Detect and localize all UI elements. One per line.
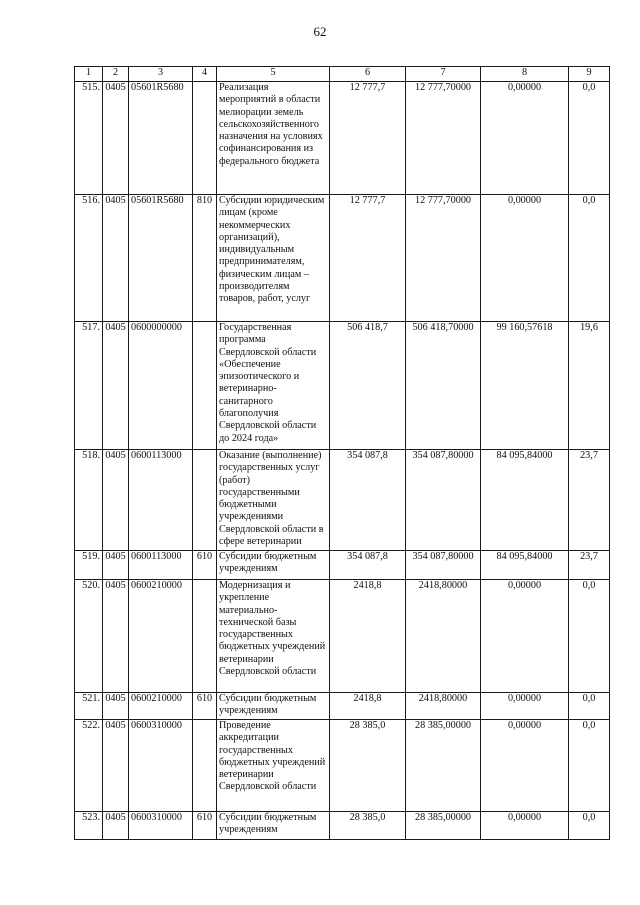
budget-allocation: 354 087,80000 [406,450,481,551]
planned-amount: 354 087,8 [330,551,406,580]
column-header: 5 [217,67,330,82]
planned-amount: 28 385,0 [330,720,406,812]
expense-type-code: 610 [193,551,217,580]
expense-type-code: 610 [193,693,217,720]
target-article-code: 0600210000 [129,580,193,693]
execution-percent: 19,6 [569,322,610,450]
planned-amount: 28 385,0 [330,812,406,840]
row-number: 521. [75,693,103,720]
table-row [75,720,610,812]
row-number: 516. [75,195,103,322]
page-number: 62 [313,24,327,39]
budget-allocation: 2418,80000 [406,580,481,693]
item-name: Субсидии бюджетным учреждениям [217,812,330,840]
table-row [75,812,610,840]
execution-percent: 0,0 [569,580,610,693]
budget-table [74,66,610,840]
expense-type-code: 810 [193,195,217,322]
executed-amount: 0,00000 [481,693,569,720]
section-code: 0405 [103,195,129,322]
section-code: 0405 [103,812,129,840]
table-row [75,580,610,693]
table-row [75,693,610,720]
execution-percent: 0,0 [569,720,610,812]
section-code: 0405 [103,450,129,551]
section-code: 0405 [103,720,129,812]
target-article-code: 0600113000 [129,450,193,551]
section-code: 0405 [103,580,129,693]
planned-amount: 354 087,8 [330,450,406,551]
item-name: Оказание (выполнение) государственных услуг (работ) государственными бюджетными учреждениями Свердловской области в сфере ветеринарии [217,450,330,551]
column-header: 8 [481,67,569,82]
execution-percent: 0,0 [569,195,610,322]
row-number: 520. [75,580,103,693]
expense-type-code [193,82,217,195]
executed-amount: 0,00000 [481,720,569,812]
item-name: Проведение аккредитации государственных бюджетных учреждений ветеринарии Свердловской области [217,720,330,812]
budget-allocation: 2418,80000 [406,693,481,720]
planned-amount: 12 777,7 [330,82,406,195]
column-header: 7 [406,67,481,82]
target-article-code: 0600310000 [129,720,193,812]
column-header: 3 [129,67,193,82]
header-row [75,67,610,82]
section-code: 0405 [103,693,129,720]
executed-amount: 0,00000 [481,812,569,840]
table-row [75,450,610,551]
row-number: 515. [75,82,103,195]
row-number: 517. [75,322,103,450]
executed-amount: 0,00000 [481,82,569,195]
target-article-code: 0600310000 [129,812,193,840]
table-row [75,195,610,322]
section-code: 0405 [103,322,129,450]
expense-type-code [193,720,217,812]
column-header: 4 [193,67,217,82]
row-number: 518. [75,450,103,551]
execution-percent: 0,0 [569,82,610,195]
expense-type-code [193,580,217,693]
section-code: 0405 [103,551,129,580]
table-row [75,551,610,580]
planned-amount: 2418,8 [330,693,406,720]
row-number: 519. [75,551,103,580]
executed-amount: 0,00000 [481,195,569,322]
execution-percent: 23,7 [569,551,610,580]
item-name: Субсидии бюджетным учреждениям [217,551,330,580]
item-name: Модернизация и укрепление материально-технической базы государственных бюджетных учреждений ветеринарии Свердловской области [217,580,330,693]
execution-percent: 0,0 [569,812,610,840]
expense-type-code [193,450,217,551]
expense-type-code: 610 [193,812,217,840]
target-article-code: 05601R5680 [129,82,193,195]
budget-allocation: 506 418,70000 [406,322,481,450]
budget-allocation: 354 087,80000 [406,551,481,580]
column-header: 1 [75,67,103,82]
execution-percent: 23,7 [569,450,610,551]
item-name: Государственная программа Свердловской области «Обеспечение эпизоотического и ветеринарно-санитарного благополучия Свердловской области до 2024 года» [217,322,330,450]
target-article-code: 0600000000 [129,322,193,450]
target-article-code: 05601R5680 [129,195,193,322]
planned-amount: 506 418,7 [330,322,406,450]
table-row [75,322,610,450]
budget-allocation: 28 385,00000 [406,720,481,812]
budget-allocation: 12 777,70000 [406,195,481,322]
column-header: 2 [103,67,129,82]
executed-amount: 84 095,84000 [481,551,569,580]
column-header: 9 [569,67,610,82]
planned-amount: 2418,8 [330,580,406,693]
executed-amount: 99 160,57618 [481,322,569,450]
expense-type-code [193,322,217,450]
budget-allocation: 12 777,70000 [406,82,481,195]
item-name: Реализация мероприятий в области мелиорации земель сельскохозяйственного назначения на условиях софинансирования из федерального бюджета [217,82,330,195]
row-number: 523. [75,812,103,840]
row-number: 522. [75,720,103,812]
item-name: Субсидии бюджетным учреждениям [217,693,330,720]
target-article-code: 0600113000 [129,551,193,580]
executed-amount: 0,00000 [481,580,569,693]
execution-percent: 0,0 [569,693,610,720]
executed-amount: 84 095,84000 [481,450,569,551]
budget-allocation: 28 385,00000 [406,812,481,840]
column-header: 6 [330,67,406,82]
table-row [75,82,610,195]
target-article-code: 0600210000 [129,693,193,720]
item-name: Субсидии юридическим лицам (кроме некоммерческих организаций), индивидуальным предпринимателям, физическим лицам – производителям товаров, работ, услуг [217,195,330,322]
section-code: 0405 [103,82,129,195]
planned-amount: 12 777,7 [330,195,406,322]
